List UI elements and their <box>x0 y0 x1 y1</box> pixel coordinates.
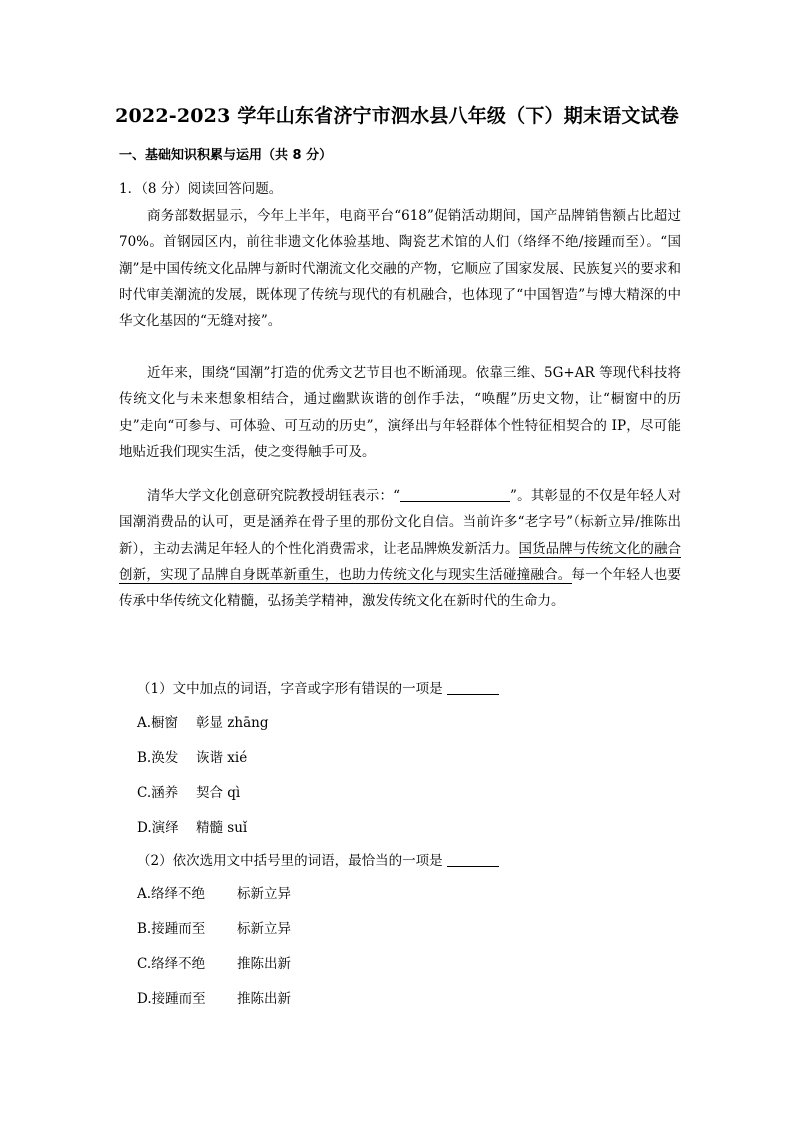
sub-question-1-blank[interactable] <box>447 681 499 695</box>
sub-question-1-stem: （1）文中加点的词语，字音或字形有错误的一项是 <box>137 681 443 697</box>
option-label: D.接踵而至 <box>137 991 206 1007</box>
passage-paragraph-2: 近年来，围绕“国潮”打造的优秀文艺节目也不断涌现。依靠三维、5G+AR 等现代科技将传统文化与未来想象相结合，通过幽默诙谐的创作手法，“唤醒”历史文物，让“橱窗中的历史”走向“可参与、可体验、可互动的历史”，演绎出与年轻群体个性特征相契合的 IP，尽可能地贴近我们现实生活，使之变得触手可及。 <box>119 365 681 460</box>
passage-paragraph-1: 商务部数据显示，今年上半年，电商平台“618”促销活动期间，国产品牌销售额占比超过 70%。首钢园区内，前往非遗文化体验基地、陶瓷艺术馆的人们（络绎不绝/接踵而至）。“国潮”是中国传统文化品牌与新时代潮流文化交融的产物，它顺应了国家发展、民族复兴的要求和时代审美潮流的发展，既体现了传统与现代的有机融合，也体现了“中国智造”与博大精深的中华文化基因的“无缝对接”。 <box>119 208 681 330</box>
sub2-option-b[interactable] <box>137 917 291 937</box>
sub2-option-a[interactable] <box>137 882 291 902</box>
sub2-option-c[interactable] <box>137 952 291 972</box>
sub1-option-a[interactable] <box>137 711 268 731</box>
answer-blank[interactable] <box>400 487 510 502</box>
question-heading: 1．（8 分）阅读回答问题。 <box>119 181 283 197</box>
option-label: A.橱窗 <box>137 715 179 731</box>
sub1-option-d[interactable] <box>137 816 247 836</box>
page-title: 2022-2023 学年山东省济宁市泗水县八年级（下）期末语文试卷 <box>115 105 679 127</box>
paragraph-3-body: ”。其彰显的不仅是年轻人对国潮消费品的认可，更是涵养在骨子里的那份文化自信。当前许多“老字号”（标新立异/推陈出新），主动去满足年轻人的个性化消费需求，让老品牌焕发新活力。 <box>119 488 681 557</box>
paragraph-3-intro: 清华大学文化创意研究院教授胡钰表示：“ <box>147 488 401 504</box>
option-text: 诙谐 xié <box>196 750 248 766</box>
underlined-sentence: 国货品牌与传统文化的融合创新，实现了品牌自身既革新重生，也助力传统文化与现实生活碰撞融合。 <box>119 540 682 583</box>
option-text: 标新立异 <box>237 921 291 937</box>
option-text: 彰显 zhāng <box>196 715 269 731</box>
option-text: 推陈出新 <box>237 956 291 972</box>
sub1-option-b[interactable] <box>137 746 247 766</box>
option-label: B.涣发 <box>137 750 179 766</box>
option-label: C.络绎不绝 <box>137 956 206 972</box>
option-label: B.接踵而至 <box>137 921 206 937</box>
sub-question-2-stem: （2）依次选用文中括号里的词语，最恰当的一项是 <box>137 853 443 869</box>
paragraph-3-end: 每一个年轻人也要传承中华传统文化精髓，弘扬美学精神，激发传统文化在新时代的生命力。 <box>119 566 682 610</box>
sub-question-2 <box>137 849 499 869</box>
sub-question-2-blank[interactable] <box>447 853 499 867</box>
option-text: 契合 qì <box>196 785 241 801</box>
sub2-option-d[interactable] <box>137 987 291 1007</box>
option-text: 标新立异 <box>237 886 291 902</box>
option-text: 精髓 suǐ <box>196 820 248 836</box>
option-label: C.涵养 <box>137 785 179 801</box>
sub-question-1 <box>137 677 499 697</box>
section-heading: 一、基础知识积累与运用（共 8 分） <box>119 148 333 163</box>
option-label: D.演绎 <box>137 820 179 836</box>
sub1-option-c[interactable] <box>137 781 240 801</box>
option-text: 推陈出新 <box>237 991 291 1007</box>
option-label: A.络绎不绝 <box>137 886 206 902</box>
passage-paragraph-3 <box>119 483 681 614</box>
